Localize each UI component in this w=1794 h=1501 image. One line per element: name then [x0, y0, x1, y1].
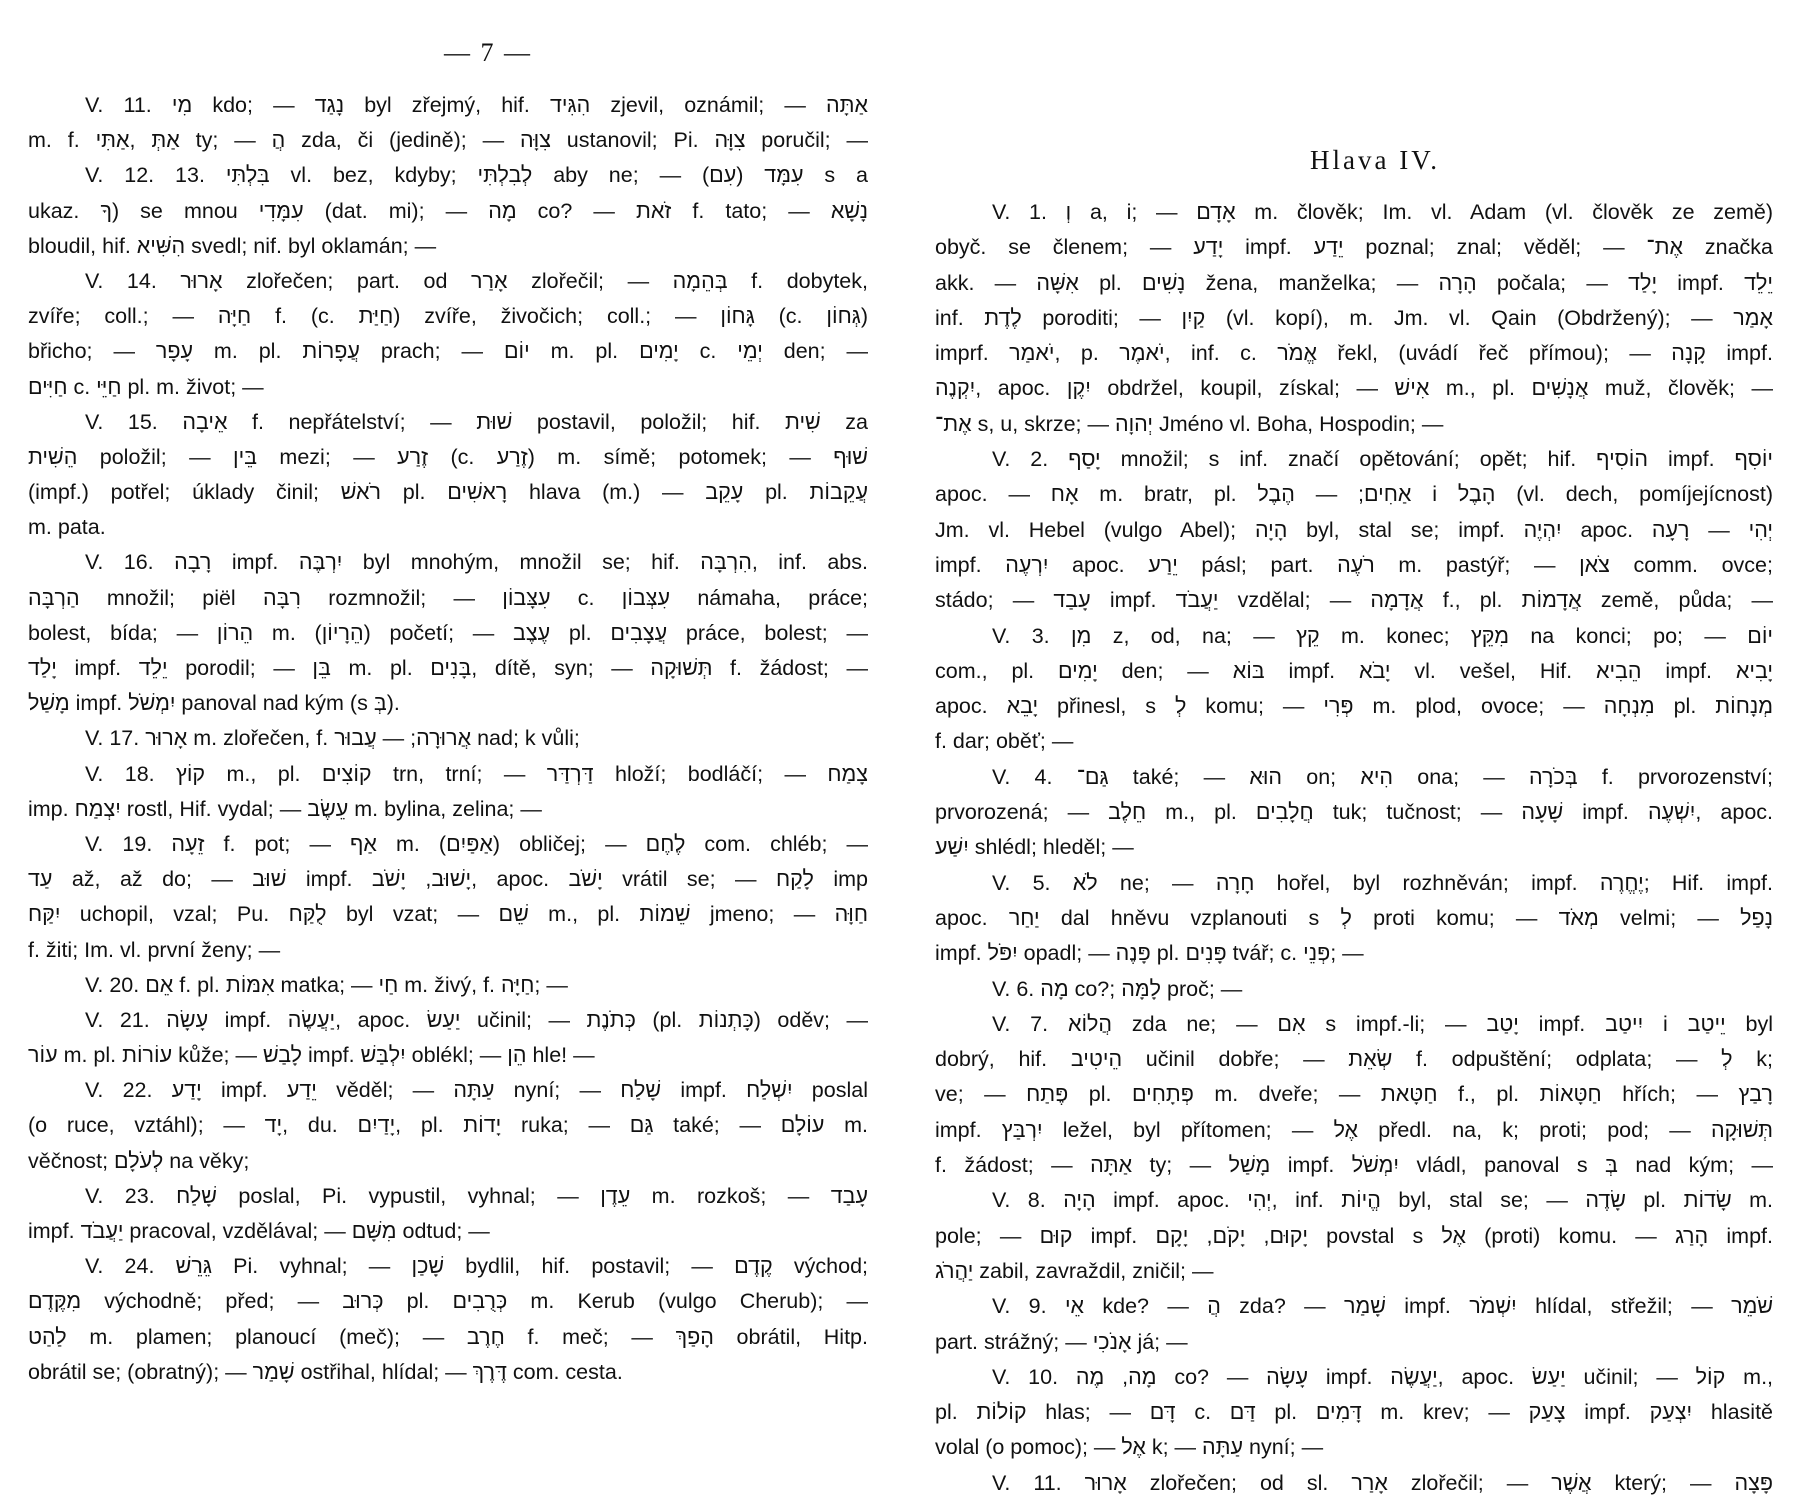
- right-column-line: impf. יִרְעֶה apoc. יֵרַע pásl; part. רֹעֶה m. pastýř; — צֹאן comm. ovce;: [935, 552, 1773, 577]
- right-column-line: dobrý, hif. הֵיטִיב učinil dobře; — שְׂאֵת f. odpuštění; odplata; — לְ k;: [935, 1047, 1773, 1072]
- left-column-line: m. f. אַתְּ ,אַתִּי ty; — הֲ zda, či (jedině); — צִוָּה ustanovil; Pi. צִוָּה poručil; —: [28, 128, 868, 153]
- left-column-line: m. pata.: [28, 515, 106, 540]
- left-column-line: V. 19. זֵעָה f. pot; — אַף m. (אַפַּיִם) obličej; — לֶחֶם com. chléb; —: [85, 831, 868, 856]
- right-column-line: f. dar; oběť; —: [935, 729, 1074, 754]
- chapter-title: Hlava IV.: [1310, 145, 1440, 175]
- right-column-line: f. žádost; — אַתָּה ty; — מָשַׁל impf. יִמְשֹׁל vládl, panoval s בְּ nad kým; —: [935, 1153, 1773, 1178]
- left-column-line: V. 15. אֵיבָה f. nepřátelství; — שׁוּת postavil, položil; hif. שִׁית za: [85, 409, 868, 434]
- right-column-line: pole; — קוּם impf. יָקוּם, יָקֹם, יָקָם povstal s אֶל (proti) komu. — הָרַג impf.: [935, 1223, 1773, 1248]
- right-column-line: V. 4. גַּם־ také; — הוּא on; הִיא ona; — בְּכֹרָה f. prvorozenství;: [992, 764, 1773, 789]
- right-column-line: אֶת־ s, u, skrze; — יְהוָה Jméno vl. Boha, Hospodin; —: [935, 411, 1444, 436]
- right-column-line: ve; — פֶּתַח pl. פְּתָחִים m. dveře; — חַטָּאת f., pl. חַטָּאוֹת hřích; — רָבַץ: [935, 1082, 1773, 1107]
- right-column-line: apoc. — אָח m. bratr, pl. אַחִים; — הֶבֶל i הָבֶל (vl. dech, pomíjejícnost): [935, 482, 1773, 507]
- right-column-line: V. 10. מָה, מֶה co? — עָשָׂה impf. יַעֲשֶׂה, apoc. יַעַשׂ učinil; — קוֹל m.,: [992, 1364, 1773, 1389]
- right-column-line: com., pl. יָמִים den; — בּוֹא impf. יָבֹא vl. vešel, Hif. הֵבִיא impf. יָבִיא: [935, 658, 1773, 683]
- left-column-line: ukaz. ךָ) se mnou עִמָּדִי (dat. mi); — מָה co? — זֹאת f. tato; — נָשָׁא: [28, 198, 868, 223]
- left-column-line: V. 14. אָרוּר zlořečen; part. od אָרַר zlořečil; — בְּהֵמָה f. dobytek,: [85, 268, 868, 293]
- right-column-line: inf. לֶדֶת poroditi; — קַיִן (vl. kopí), m. Jm. vl. Qain (Obdržený); — אָמַר: [935, 305, 1773, 330]
- right-column-line: Jm. vl. Hebel (vulgo Abel); הָיָה byl, stal se; impf. יִהְיֶה apoc. יְהִי — רָעָה: [935, 517, 1773, 542]
- right-column-line: akk. — אִשָּׁה pl. נָשִׁים žena, manželka; — הָרָה počala; — יָלַד impf. יֵלֵד: [935, 270, 1773, 295]
- left-column-line: (o ruce, vztáhl); — יָד, du. יָדַיִם, pl. יָדוֹת ruka; — גַּם také; — עוֹלָם m.: [28, 1113, 868, 1138]
- left-column-line: הַרְבָּה množil; piël רִבָּה rozmnožil; — עִצָּבוֹן c. עִצְּבוֹן námaha, práce;: [28, 585, 868, 610]
- right-column-line: imprf. יֹאמַר, p. יֹאמֶר, inf. c. אֱמֹר řekl, (uvádí řeč přímou); — קָנָה impf.: [935, 341, 1773, 366]
- left-column-line: V. 11. מִי kdo; — נָגַד byl zřejmý, hif. הִגִּיד zjevil, oznámil; — אַתָּה: [85, 93, 868, 117]
- left-column-line: חַיִּים c. חַיֵּי pl. m. život; —: [28, 374, 264, 399]
- left-column-line: V. 21. עָשָׂה impf. יַעֲשֶׂה, apoc. יַעַשׂ učinil; — כְּתֹנֶת (pl. כָּתְנוֹת) oděv; —: [85, 1007, 868, 1032]
- left-column-line: עוֹר m. pl. עוֹרוֹת kůže; — לָבַשׁ impf. יִלְבַּשׁ oblékl; — הֵן hle! —: [28, 1043, 595, 1068]
- left-column: [28, 88, 868, 1390]
- left-column-line: V. 16. רָבָה impf. יִרְבֶּה byl mnohým, množil se; hif. הִרְבָּה, inf. abs.: [85, 550, 868, 575]
- left-column-line: břicho; — עָפָר m. pl. עֲפָרוֹת prach; — יוֹם m. pl. יָמִים c. יְמֵי den; —: [28, 339, 868, 364]
- page-number: — 7 —: [444, 38, 532, 67]
- left-column-line: V. 24. גֵּרֵשׁ Pi. vyhnal; — שָׁכַן bydlil, hif. postavil; — קֶדֶם východ;: [85, 1254, 868, 1279]
- right-column-line: יַהֲרֹג zabil, zavraždil, zničil; —: [935, 1258, 1214, 1283]
- right-column-line: V. 3. מִן z, od, na; — קֵץ m. konec; מִקֵּץ na konci; po; — יוֹם: [992, 623, 1773, 648]
- left-column-line: V. 23. שָׁלַח poslal, Pi. vypustil, vyhnal; — עֵדֶן m. rozkoš; — עָבַד: [85, 1183, 868, 1208]
- left-column-line: הֵשִׁית položil; — בֵּין mezi; — זֶרַע (c. זֶרַע) m. símě; potomek; — שׁוּף: [28, 444, 868, 469]
- right-column-line: V. 8. הָיָה impf. apoc. יְהִי, inf. הֱיוֹת byl, stal se; — שָׂדֶה pl. שָׂדוֹת m.: [992, 1188, 1773, 1213]
- left-column-line: (impf.) potřel; úklady činil; רֹאשׁ pl. רָאשִׁים hlava (m.) — עָקֵב pl. עֲקֵבוֹת: [28, 480, 868, 505]
- right-column-line: impf. יִרְבַּץ ležel, byl přítomen; — אֶל předl. na, k; proti; pod; — תְּשׁוּקָה: [935, 1117, 1773, 1142]
- right-column-line: V. 2. יָסַף množil; s inf. značí opětování; opět; hif. הוֹסִיף impf. יוֹסִף: [992, 447, 1773, 472]
- left-column-line: imp. יִצְמַח rostl, Hif. vydal; — עֵשֶׂב m. bylina, zelina; —: [28, 796, 542, 821]
- left-column-line: לַהַט m. plamen; planoucí (meč); — חֶרֶב f. meč; — הָפַךְ obrátil, Hitp.: [28, 1324, 868, 1349]
- left-column-line: f. žiti; Im. vl. první ženy; —: [28, 937, 281, 962]
- right-column-line: obyč. se členem; — יָדַע impf. יֵדַע poznal; znal; věděl; — אֶת־ značka: [935, 235, 1773, 260]
- right-column-line: pl. קוֹלוֹת hlas; — דָּם c. דַּם pl. דָּמִים m. krev; — צָעַק impf. יִצְעַק hlasitě: [935, 1400, 1773, 1425]
- right-column-line: V. 1. וְ a, i; — אָדָם m. člověk; Im. vl. Adam (vl. člověk ze země): [992, 200, 1773, 224]
- left-column-line: מָשַׁל impf. יִמְשֹׁל panoval nad kým (s בְּ).: [28, 691, 400, 716]
- right-column-line: volal (o pomoc); — אֶל k; — עַתָּה nyní; —: [935, 1435, 1324, 1460]
- right-column-line: יִקְנֶה, apoc. יִקֶן obdržel, koupil, získal; — אִישׁ m., pl. אֲנָשִׁים muž, člověk; —: [935, 376, 1773, 401]
- left-column-line: מִקֶּדֶם východně; před; — כְּרוּב pl. כְּרֻבִים m. Kerub (vulgo Cherub); —: [28, 1289, 868, 1314]
- left-column-line: V. 20. אֵם f. pl. אִמּוֹת matka; — חַי m. živý, f. חַיָּה; —: [85, 972, 568, 997]
- right-column-line: V. 7. הֲלוֹא zda ne; — אִם s impf.-li; — יָטַב impf. יִיטַב i יֵיטַב byl: [992, 1011, 1773, 1036]
- left-column-line: עַד až, až do; — שׁוּב impf. יָשׁוּב, יָשֹׁב, apoc. יָשֹׁב vrátil se; — לָקַח imp: [28, 867, 868, 892]
- right-column-line: prvorozená; — חֵלֶב m., pl. חֲלָבִים tuk; tučnost; — שָׁעָה impf. יִשְׁעֶה, apoc.: [935, 800, 1773, 825]
- left-column-line: V. 22. יָדַע impf. יֵדַע věděl; — עַתָּה nyní; — שָׁלַח impf. יִשְׁלַח poslal: [85, 1078, 868, 1103]
- left-column-line: impf. יַעֲבֹד pracoval, vzdělával; — מִשָּׁם odtud; —: [28, 1219, 490, 1243]
- left-column-line: יִקַּח uchopil, vzal; Pu. לֻקַּח byl vzat; — שֵׁם m., pl. שֵׁמוֹת jmeno; — חַוָּה: [28, 902, 868, 927]
- left-column-line: V. 12. 13. בִּלְתִּי vl. bez, kdyby; לְבִלְתִּי aby ne; — עִמָּד (עִם) s a: [85, 163, 868, 188]
- right-column-line: יִשַׁע shlédl; hleděl; —: [935, 835, 1134, 860]
- left-column-line: V. 17. אָרוּר m. zlořečen, f. אֲרוּרָה; — עֲבוּר nad; k vůli;: [85, 726, 580, 751]
- right-column-line: V. 11. אָרוּר zlořečen; od sl. אָרַר zlořečil; — אֲשֶׁר který; — פָּצָה: [992, 1470, 1773, 1495]
- right-column-line: impf. יִפֹּל opadl; — פָּנֶה pl. פָּנִים tvář; c. פְּנֵי; —: [935, 941, 1364, 966]
- right-column-line: part. strážný; — אָנֹכִי já; —: [935, 1329, 1188, 1354]
- left-column-line: zvíře; coll.; — חַיָּה f. (c. חַיַּת) zvíře, živočich; coll.; — גָּחוֹן (c. גְּחוֹן): [28, 304, 868, 329]
- left-column-line: věčnost; לְעֹלָם na věky;: [28, 1148, 250, 1173]
- right-column-line: V. 6. מָה co?; לָמָּה proč; —: [992, 976, 1243, 1001]
- right-column-line: V. 5. לֹא ne; — חָרָה hořel, byl rozhněván; impf. יֶחֱרֶה; Hif. impf.: [992, 870, 1773, 895]
- left-column-line: obrátil se; (obratný); — שָׁמַר ostřihal, hlídal; — דֶּרֶךְ com. cesta.: [28, 1359, 623, 1384]
- left-column-line: יָלַד impf. יֵלֵד porodil; — בֵּן m. pl. בָּנִים, dítě, syn; — תְּשׁוּקָה f. žádost; —: [28, 656, 868, 680]
- left-column-line: bolest, bída; — הֵרוֹן m. (הֵרָיוֹן) početí; — עֶצֶב pl. עֲצָבִים práce, bolest; —: [28, 620, 868, 645]
- right-column-line: V. 9. אֵי kde? — הֲ zda? — שָׁמַר impf. יִשְׁמֹר hlídal, střežil; — שֹׁמֵר: [992, 1294, 1773, 1319]
- right-column-line: stádo; — עָבַד impf. יַעֲבֹד vzdělal; — אֲדָמָה f., pl. אֲדָמוֹת země, půda; —: [935, 588, 1773, 613]
- right-column: [935, 195, 1773, 1501]
- right-column-line: apoc. יָבֵא přinesl, s לְ komu; — פְּרִי m. plod, ovoce; — מִנְחָה pl. מְנָחוֹת: [935, 694, 1773, 719]
- left-column-line: bloudil, hif. הִשִּׁיא svedl; nif. byl oklamán; —: [28, 233, 437, 258]
- left-column-line: V. 18. קוֹץ m., pl. קוֹצִים trn, trní; — דַּרְדַּר hloží; bodláčí; — צָמַח: [85, 761, 868, 786]
- right-column-line: apoc. יַחַר dal hněvu vzplanouti s לְ proti komu; — מְאֹד velmi; — נָפַל: [935, 905, 1773, 930]
